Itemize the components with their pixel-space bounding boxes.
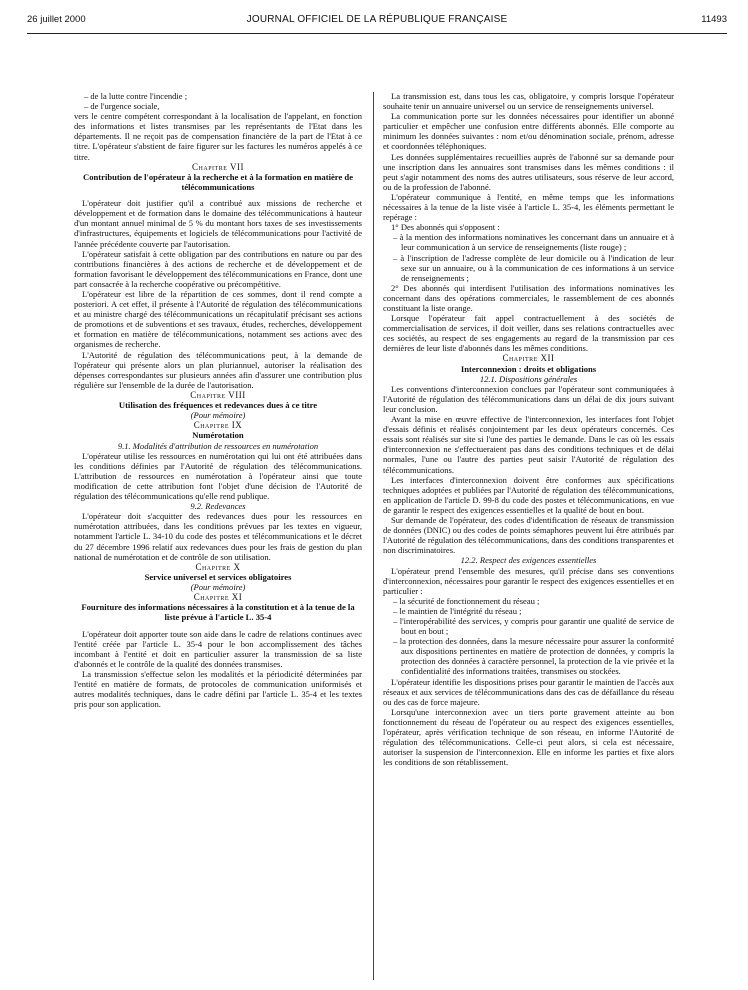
list-item: – à la mention des informations nominatives les concernant dans un annuaire et à leur communication à un service de renseignements (liste rouge) ; xyxy=(393,232,674,253)
list-item: – la protection des données, dans la mesure nécessaire pour assurer la conformité aux dispositions pertinentes en matière de protection de données, y compris la protection des données à caractère personnel, la protection de la vie privée et la confidentialité des informations traitées, transmises ou stockées. xyxy=(393,636,674,677)
paragraph: Avant la mise en œuvre effective de l'interconnexion, les interfaces font l'objet d'essais définis et réalisés conjointement par les deux opérateurs concernés. Ces essais sont réalisés sur site si l'une des parties le demande. Dans le cas où les essais d'interconnexion ne s'effectueraient pas dans des conditions techniques et de délai normales, l'une ou l'autre des parties peut saisir l'Autorité de régulation des télécommunications. xyxy=(383,414,674,475)
chapter-title: Numérotation xyxy=(192,430,244,441)
numbered-item: 2° Des abonnés qui interdisent l'utilisation des informations nominatives les concernant dans des opérations commerciales, le rassemblement de ces abonnés constituant la liste orange. xyxy=(383,282,674,313)
chapter-title: Interconnexion : droits et obligations xyxy=(460,363,597,374)
paragraph: L'opérateur communique à l'entité, en même temps que les informations nécessaires à la tenue de la liste visée à l'article L. 35-4, les éléments permettant le repérage : xyxy=(383,191,674,223)
chapter-heading: Chapitre VIII xyxy=(190,389,246,400)
paragraph: vers le centre compétent correspondant à la localisation de l'appelant, en fonction des informations et listes transmises par les représentants de l'Etat dans les départements. Il ne reçoit pas de compensation financière de la part de l'Etat à ce titre. L'opérateur s'abstient de faire figurer sur les factures les numéros appelés à ce titre. xyxy=(74,111,362,162)
paragraph: Lorsque l'opérateur fait appel contractuellement à des sociétés de commercialisation de services, il doit veiller, dans ses relations contractuelles avec ces sociétés, au respect de ses engagements au regard de la transmission par ces dernières de leur liste d'abonnés dans les mêmes conditions. xyxy=(383,313,674,354)
memo-note: (Pour mémoire) xyxy=(190,582,246,593)
paragraph: La communication porte sur les données nécessaires pour identifier un abonné particulier et empêcher une confusion entre différents abonnés. Elle comporte au minimum les données suivantes : nom et/ou dénomination sociale, prénom, adresse et coordonnées téléphoniques. xyxy=(383,111,674,152)
paragraph: L'opérateur identifie les dispositions prises pour garantir le maintien de l'accès aux réseaux et aux services de télécommunications dans des cas de défaillance du réseau ou des cas de force majeure. xyxy=(383,676,674,707)
chapter-heading: Chapitre IX xyxy=(193,420,243,431)
paragraph: L'opérateur doit s'acquitter des redevances dues pour les ressources en numérotation attribuées, dans les conditions prévues par les textes en vigueur, notamment l'article L. 34-10 du code des postes et télécommunications et le décret du 27 décembre 1996 relatif aux redevances dues pour les frais de gestion du plan national de numérotation et de contrôle de son utilisation. xyxy=(74,511,362,562)
list-item: – l'interopérabilité des services, y compris pour garantir une qualité de service de bout en bout ; xyxy=(393,615,674,637)
paragraph: Les interfaces d'interconnexion doivent être conformes aux spécifications techniques adoptées et publiées par l'Autorité de régulation des télécommunications, en application de l'article D. 99-8 du code des postes et télécommunications, en vue de garantir le respect des exigences essentielles et la qualité de bout en bout. xyxy=(383,474,674,515)
paragraph: L'Autorité de régulation des télécommunications peut, à la demande de l'opérateur qui présente alors un plan pluriannuel, autoriser la réalisation des dépenses correspondantes sur plusieurs années afin d'assurer une contribution plus régulière sur l'ensemble de la durée de l'autorisation. xyxy=(74,349,362,390)
paragraph: L'opérateur est libre de la répartition de ces sommes, dont il rend compte a posteriori. A cet effet, il présente à l'Autorité de régulation des télécommunications et au ministre chargé des télécommunications un récapitulatif précisant ses actions de promotions et de subventions et ses travaux, études, recherches, développement et formation en matière de télécommunications, notamment ses actions avec des organismes de recherche. xyxy=(74,289,362,350)
paragraph: L'opérateur satisfait à cette obligation par des contributions en nature ou par des contributions financières à des actions de recherche et de développement et de formation favorisant le développement des télécommunications en France, dont une part consacrée à la recherche coopérative ou précompétitive. xyxy=(74,248,362,289)
memo-note: (Pour mémoire) xyxy=(190,410,246,421)
header-date: 26 juillet 2000 xyxy=(27,14,86,25)
chapter-heading: Chapitre VII xyxy=(192,161,244,172)
page-header xyxy=(27,14,727,28)
paragraph: La transmission s'effectue selon les modalités et la périodicité déterminées par l'entité en matière de formats, de protocoles de communication uniformisés et autres modalités techniques, dans le cadre défini par l'article L. 35-4 et les textes pris pour son application. xyxy=(74,669,362,710)
chapter-title: Utilisation des fréquences et redevances dues à ce titre xyxy=(118,400,318,411)
chapter-heading: Chapitre XI xyxy=(193,592,243,603)
paragraph: L'opérateur prend l'ensemble des mesures, qu'il précise dans ses conventions d'interconnexion, nécessaires pour garantir le respect des exigences essentielles et en particulier : xyxy=(383,565,674,596)
list-item: – de l'urgence sociale, xyxy=(84,101,160,112)
header-rule xyxy=(27,33,727,34)
paragraph: Lorsqu'une interconnexion avec un tiers porte gravement atteinte au bon fonctionnement du réseau de l'opérateur ou au respect des exigences essentielles, l'opérateur, après vérification technique de son réseau, en informe l'Autorité de régulation des télécommunications. Celle-ci peut alors, si cela est nécessaire, autoriser la suspension de l'interconnexion. Elle en informe les parties et fixe alors les conditions de son rétablissement. xyxy=(383,706,674,768)
journal-title: JOURNAL OFFICIEL DE LA RÉPUBLIQUE FRANÇAISE xyxy=(246,14,508,25)
paragraph: Sur demande de l'opérateur, des codes d'identification de réseaux de transmission de données (DNIC) ou des codes de points sémaphores peuvent lui être attribués par l'Autorité de régulation des télécommunications, dans des conditions transparentes et non discriminatoires. xyxy=(383,515,674,556)
list-item: – de la lutte contre l'incendie ; xyxy=(84,91,188,101)
chapter-heading: Chapitre XII xyxy=(502,353,555,364)
chapter-title: Fourniture des informations nécessaires à la constitution et à la tenue de la liste prévue à l'article L. 35-4 xyxy=(81,602,355,623)
column-divider xyxy=(373,92,374,980)
paragraph: Les conventions d'interconnexion conclues par l'opérateur sont communiquées à l'Autorité de régulation des télécommunications dans un délai de dix jours suivant leur conclusion. xyxy=(383,383,674,415)
numbered-item: 1° Des abonnés qui s'opposent : xyxy=(391,222,500,233)
chapter-title: Contribution de l'opérateur à la recherche et à la formation en matière de télécommunications xyxy=(82,171,354,192)
paragraph: Les données supplémentaires recueillies auprès de l'abonné sur sa demande pour une inscription dans les annuaires sont transmises dans les mêmes conditions : il peut s'agir notamment des noms des autres utilisateurs, sous réserve de leur accord, ou de la profession de l'abonné. xyxy=(383,151,674,192)
paragraph: La transmission est, dans tous les cas, obligatoire, y compris lorsque l'opérateur souhaite tenir un annuaire universel ou un service de renseignements universel. xyxy=(383,91,674,112)
section-heading: 9.2. Redevances xyxy=(190,501,246,512)
section-heading: 12.1. Dispositions générales xyxy=(479,373,578,384)
chapter-heading: Chapitre X xyxy=(195,561,241,572)
page-number: 11493 xyxy=(701,14,727,25)
chapter-title: Service universel et services obligatoires xyxy=(144,571,292,582)
list-item: – la sécurité de fonctionnement du réseau ; xyxy=(393,595,540,606)
list-item: – le maintien de l'intégrité du réseau ; xyxy=(393,605,522,616)
section-heading: 9.1. Modalités d'attribution de ressources en numérotation xyxy=(117,440,319,451)
paragraph: L'opérateur utilise les ressources en numérotation qui lui ont été attribuées dans les conditions définies par l'Autorité de régulation des télécommunications. L'attribution de ressources en numérotation à l'opérateur ainsi que toute modification de cette attribution font l'objet d'une décision de l'Autorité de régulation des télécommunications qu'elle rend publique. xyxy=(74,450,362,502)
paragraph: L'opérateur doit apporter toute son aide dans le cadre de relations continues avec l'entité créée par l'article L. 35-4 pour le bon accomplissement des tâches incombant à l'entité et doit en particulier assurer la transmission de sa liste d'abonnés et le contrôle de la qualité des données transmises. xyxy=(74,628,362,669)
right-column xyxy=(383,91,674,767)
section-heading: 12.2. Respect des exigences essentielles xyxy=(460,555,597,566)
list-item: – à l'inscription de l'adresse complète de leur domicile ou à l'indication de leur sexe sur un annuaire, ou à la communication de ces informations à un service de renseignements ; xyxy=(393,252,674,283)
left-column xyxy=(74,91,362,709)
paragraph: L'opérateur doit justifier qu'il a contribué aux missions de recherche et développement et de formation dans le domaine des télécommunications à hauteur d'un montant annuel minimal de 5 % du montant hors taxes de ses investissements d'infrastructures, équipements et logiciels de télécommunications pour l'activité de l'année précédente couverte par l'autorisation. xyxy=(74,198,362,249)
